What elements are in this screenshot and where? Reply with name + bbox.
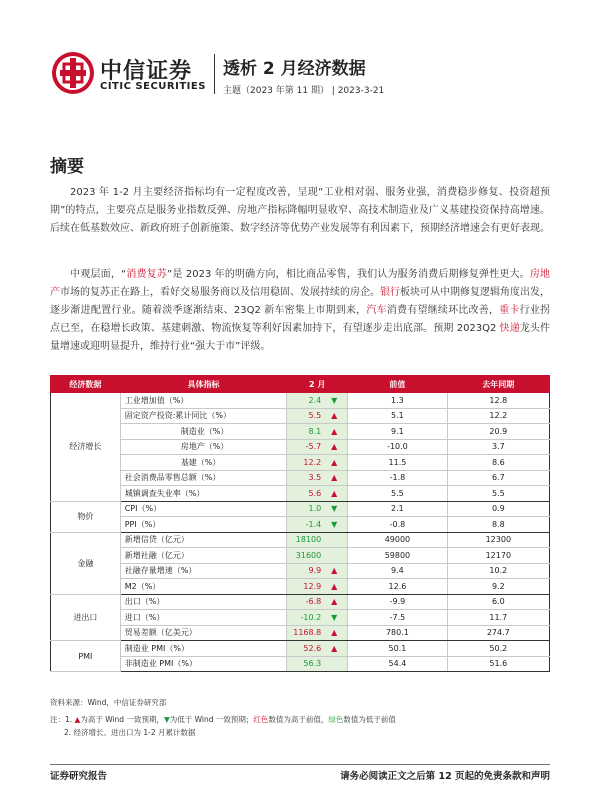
p2-text-4: 板块可从中期修复逻辑角度出发，逐步渐进配置行业。随着淡季逐渐结束、23Q2 新车密集上市期到来， bbox=[50, 287, 550, 316]
last-year-value-cell: 50.2 bbox=[447, 641, 549, 657]
last-year-value-cell: 11.7 bbox=[447, 610, 549, 626]
p2-text-3: 市场的复苏正在路上，看好交易服务商以及信用稳固、发展持续的房企。 bbox=[60, 287, 380, 298]
header-previous: 前值 bbox=[348, 376, 447, 393]
previous-value-cell: 780.1 bbox=[348, 625, 447, 641]
previous-value-cell: 49000 bbox=[348, 532, 447, 548]
current-value-cell bbox=[287, 408, 348, 424]
table-row bbox=[51, 501, 550, 517]
previous-value-cell: 1.3 bbox=[348, 393, 447, 409]
table-row bbox=[51, 439, 550, 455]
last-year-value-cell: 12.8 bbox=[447, 393, 549, 409]
data-source: 资料来源：Wind，中信证券研究部 bbox=[50, 698, 167, 707]
current-value: 1168.8 bbox=[293, 628, 322, 638]
indicator-cell: 新增信贷（亿元） bbox=[120, 532, 287, 548]
current-value: 1.0 bbox=[308, 504, 322, 514]
previous-value-cell: 2.1 bbox=[348, 501, 447, 517]
summary-paragraph-2 bbox=[50, 266, 550, 356]
paragraph-1-text: 2023 年 1-2 月主要经济指标均有一定程度改善，呈现“工业相对弱、服务业强，消费稳步修复、投资超预期”的特点，主要亮点是服务业指数反弹、房地产指标降幅明显收窄、高技术制造业及广义基建投资保持高增速。后续在低基数效应、新政府班子创新施策、数字经济等优势产业发展等有利因素下，预期经济增速会有更好表现。 bbox=[50, 187, 550, 234]
current-value: 12.2 bbox=[303, 457, 322, 467]
current-value: 3.5 bbox=[308, 473, 322, 483]
footer-left: 证券研究报告 bbox=[50, 771, 108, 782]
note-1: 注：1. ▲为高于 Wind 一致预期，▼为低于 Wind 一致预期；红色数值为高于前值，绿色数值为低于前值 bbox=[50, 715, 396, 724]
table-row bbox=[51, 548, 550, 564]
category-cell: 进出口 bbox=[51, 594, 121, 641]
indicator-cell: M2（%） bbox=[120, 579, 287, 595]
citic-logo-icon bbox=[50, 50, 96, 96]
table-row bbox=[51, 625, 550, 641]
current-value-cell bbox=[287, 486, 348, 502]
current-value-cell bbox=[287, 517, 348, 533]
last-year-value-cell: 51.6 bbox=[447, 656, 549, 672]
indicator-cell: 出口（%） bbox=[120, 594, 287, 610]
current-value-cell bbox=[287, 424, 348, 440]
table-row bbox=[51, 563, 550, 579]
previous-value-cell: -10.0 bbox=[348, 439, 447, 455]
previous-value-cell: 59800 bbox=[348, 548, 447, 564]
down-arrow-icon: ▼ bbox=[331, 504, 338, 514]
current-value-cell bbox=[287, 455, 348, 471]
current-value-cell bbox=[287, 641, 348, 657]
indicator-cell: 工业增加值（%） bbox=[120, 393, 287, 409]
last-year-value-cell: 8.6 bbox=[447, 455, 549, 471]
current-value: -10.2 bbox=[300, 612, 322, 622]
up-arrow-icon: ▲ bbox=[331, 411, 338, 421]
current-value: 12.9 bbox=[303, 581, 322, 591]
section-title: 摘要 bbox=[50, 157, 84, 177]
up-arrow-icon: ▲ bbox=[331, 643, 338, 653]
note-2: 2. 经济增长、进出口为 1-2 月累计数据 bbox=[64, 728, 196, 737]
previous-value-cell: -9.9 bbox=[348, 594, 447, 610]
header-divider bbox=[214, 54, 215, 94]
current-value-cell bbox=[287, 594, 348, 610]
last-year-value-cell: 6.7 bbox=[447, 470, 549, 486]
current-value-cell bbox=[287, 610, 348, 626]
previous-value-cell: -1.8 bbox=[348, 470, 447, 486]
up-arrow-icon: ▲ bbox=[331, 426, 338, 436]
report-header bbox=[50, 48, 560, 100]
header-indicator: 具体指标 bbox=[120, 376, 287, 393]
previous-value-cell: 5.1 bbox=[348, 408, 447, 424]
up-arrow-icon: ▲ bbox=[331, 581, 338, 591]
last-year-value-cell: 10.2 bbox=[447, 563, 549, 579]
current-value: -6.8 bbox=[305, 597, 322, 607]
current-value-cell bbox=[287, 579, 348, 595]
last-year-value-cell: 12170 bbox=[447, 548, 549, 564]
header-category: 经济数据 bbox=[51, 376, 121, 393]
down-arrow-icon: ▼ bbox=[331, 519, 338, 529]
current-value-cell bbox=[287, 563, 348, 579]
indicator-cell: 基建（%） bbox=[120, 455, 287, 471]
table-row bbox=[51, 455, 550, 471]
current-value-cell bbox=[287, 439, 348, 455]
current-value: -5.7 bbox=[305, 442, 322, 452]
table-row bbox=[51, 656, 550, 672]
down-arrow-icon: ▼ bbox=[331, 612, 338, 622]
up-arrow-icon: ▲ bbox=[331, 442, 338, 452]
table-row bbox=[51, 517, 550, 533]
indicator-cell: 固定资产投资:累计同比（%） bbox=[120, 408, 287, 424]
current-value: -1.4 bbox=[305, 519, 322, 529]
highlight-heavy-truck: 重卡 bbox=[499, 305, 520, 316]
table-row bbox=[51, 579, 550, 595]
current-value: 5.5 bbox=[308, 411, 322, 421]
p2-text-7: 龙头件量增速或迎明显提升，维持行业“强大于市”评级。 bbox=[50, 323, 550, 352]
down-arrow-icon: ▼ bbox=[331, 395, 338, 405]
report-title: 透析 2 月经济数据 bbox=[223, 59, 366, 79]
down-arrow-icon: ▼ bbox=[163, 715, 170, 724]
table-row bbox=[51, 470, 550, 486]
current-value: 31600 bbox=[295, 550, 322, 560]
last-year-value-cell: 6.0 bbox=[447, 594, 549, 610]
current-value: 8.1 bbox=[308, 426, 322, 436]
indicator-cell: 社融存量增速（%） bbox=[120, 563, 287, 579]
current-value-cell bbox=[287, 548, 348, 564]
highlight-bank: 银行 bbox=[380, 287, 400, 298]
previous-value-cell: -0.8 bbox=[348, 517, 447, 533]
header-last-year: 去年同期 bbox=[447, 376, 549, 393]
p2-text-5: 消费有望继续环比改善， bbox=[386, 305, 500, 316]
current-value-cell bbox=[287, 532, 348, 548]
table-row bbox=[51, 641, 550, 657]
last-year-value-cell: 12.2 bbox=[447, 408, 549, 424]
indicator-cell: 贸易差额（亿美元） bbox=[120, 625, 287, 641]
current-value-cell bbox=[287, 656, 348, 672]
up-arrow-icon: ▲ bbox=[331, 457, 338, 467]
brand-name-cn: 中信证券 bbox=[100, 59, 193, 84]
indicator-cell: 进口（%） bbox=[120, 610, 287, 626]
indicator-cell: 新增社融（亿元） bbox=[120, 548, 287, 564]
category-cell: 物价 bbox=[51, 501, 121, 532]
current-value: 56.3 bbox=[303, 659, 322, 669]
last-year-value-cell: 12300 bbox=[447, 532, 549, 548]
summary-paragraph-1 bbox=[50, 184, 550, 238]
up-arrow-icon: ▲ bbox=[331, 473, 338, 483]
economic-data-table bbox=[50, 375, 550, 672]
table-row bbox=[51, 393, 550, 409]
indicator-cell: PPI（%） bbox=[120, 517, 287, 533]
highlight-auto: 汽车 bbox=[366, 305, 387, 316]
last-year-value-cell: 274.7 bbox=[447, 625, 549, 641]
current-value: 18100 bbox=[295, 535, 322, 545]
current-value-cell bbox=[287, 393, 348, 409]
last-year-value-cell: 5.5 bbox=[447, 486, 549, 502]
footer-divider bbox=[50, 764, 550, 765]
last-year-value-cell: 9.2 bbox=[447, 579, 549, 595]
previous-value-cell: 54.4 bbox=[348, 656, 447, 672]
previous-value-cell: 12.6 bbox=[348, 579, 447, 595]
previous-value-cell: 9.4 bbox=[348, 563, 447, 579]
up-arrow-icon: ▲ bbox=[331, 628, 338, 638]
indicator-cell: 城镇调查失业率（%） bbox=[120, 486, 287, 502]
previous-value-cell: 11.5 bbox=[348, 455, 447, 471]
current-value-cell bbox=[287, 625, 348, 641]
report-meta: 主题（2023 年第 11 期） | 2023-3-21 bbox=[223, 86, 385, 96]
indicator-cell: 制造业（%） bbox=[120, 424, 287, 440]
current-value: 5.6 bbox=[308, 488, 322, 498]
up-arrow-icon: ▲ bbox=[331, 566, 338, 576]
up-arrow-icon: ▲ bbox=[331, 597, 338, 607]
indicator-cell: 非制造业 PMI（%） bbox=[120, 656, 287, 672]
category-cell: 经济增长 bbox=[51, 393, 121, 502]
previous-value-cell: -7.5 bbox=[348, 610, 447, 626]
header-current: 2 月 bbox=[287, 376, 348, 393]
current-value: 2.4 bbox=[308, 395, 322, 405]
last-year-value-cell: 3.7 bbox=[447, 439, 549, 455]
current-value-cell bbox=[287, 501, 348, 517]
category-cell: PMI bbox=[51, 641, 121, 672]
previous-value-cell: 50.1 bbox=[348, 641, 447, 657]
previous-value-cell: 5.5 bbox=[348, 486, 447, 502]
table-row bbox=[51, 486, 550, 502]
table-header-row bbox=[51, 376, 550, 393]
p2-text-6: 行业拐点已至，在稳增长政策、基建刺激、物流恢复等利好因素加持下，有望逐步走出底部。预期 2023Q2 bbox=[50, 305, 551, 334]
previous-value-cell: 9.1 bbox=[348, 424, 447, 440]
highlight-express: 快递 bbox=[499, 323, 520, 334]
p2-text-1: 中观层面，“ bbox=[70, 269, 127, 280]
highlight-consumption: 消费复苏 bbox=[126, 269, 168, 280]
indicator-cell: 社会消费品零售总额（%） bbox=[120, 470, 287, 486]
brand-name-en: CITIC SECURITIES bbox=[100, 81, 206, 92]
highlight-real-estate: 房地产 bbox=[50, 269, 551, 298]
table-row bbox=[51, 594, 550, 610]
footer-disclaimer: 请务必阅读正文之后第 12 页起的免责条款和声明 bbox=[340, 771, 550, 782]
table-row bbox=[51, 408, 550, 424]
p2-text-2: ”是 2023 年的明确方向，相比商品零售，我们认为服务消费后期修复弹性更大。 bbox=[167, 269, 530, 280]
last-year-value-cell: 8.8 bbox=[447, 517, 549, 533]
current-value: 52.6 bbox=[303, 643, 322, 653]
indicator-cell: 制造业 PMI（%） bbox=[120, 641, 287, 657]
table-row bbox=[51, 424, 550, 440]
last-year-value-cell: 20.9 bbox=[447, 424, 549, 440]
current-value-cell bbox=[287, 470, 348, 486]
table-body bbox=[51, 393, 550, 672]
category-cell: 金融 bbox=[51, 532, 121, 594]
table-row bbox=[51, 532, 550, 548]
up-arrow-icon: ▲ bbox=[74, 715, 81, 724]
indicator-cell: CPI（%） bbox=[120, 501, 287, 517]
last-year-value-cell: 0.9 bbox=[447, 501, 549, 517]
indicator-cell: 房地产（%） bbox=[120, 439, 287, 455]
table-row bbox=[51, 610, 550, 626]
current-value: 9.9 bbox=[308, 566, 322, 576]
up-arrow-icon: ▲ bbox=[331, 488, 338, 498]
